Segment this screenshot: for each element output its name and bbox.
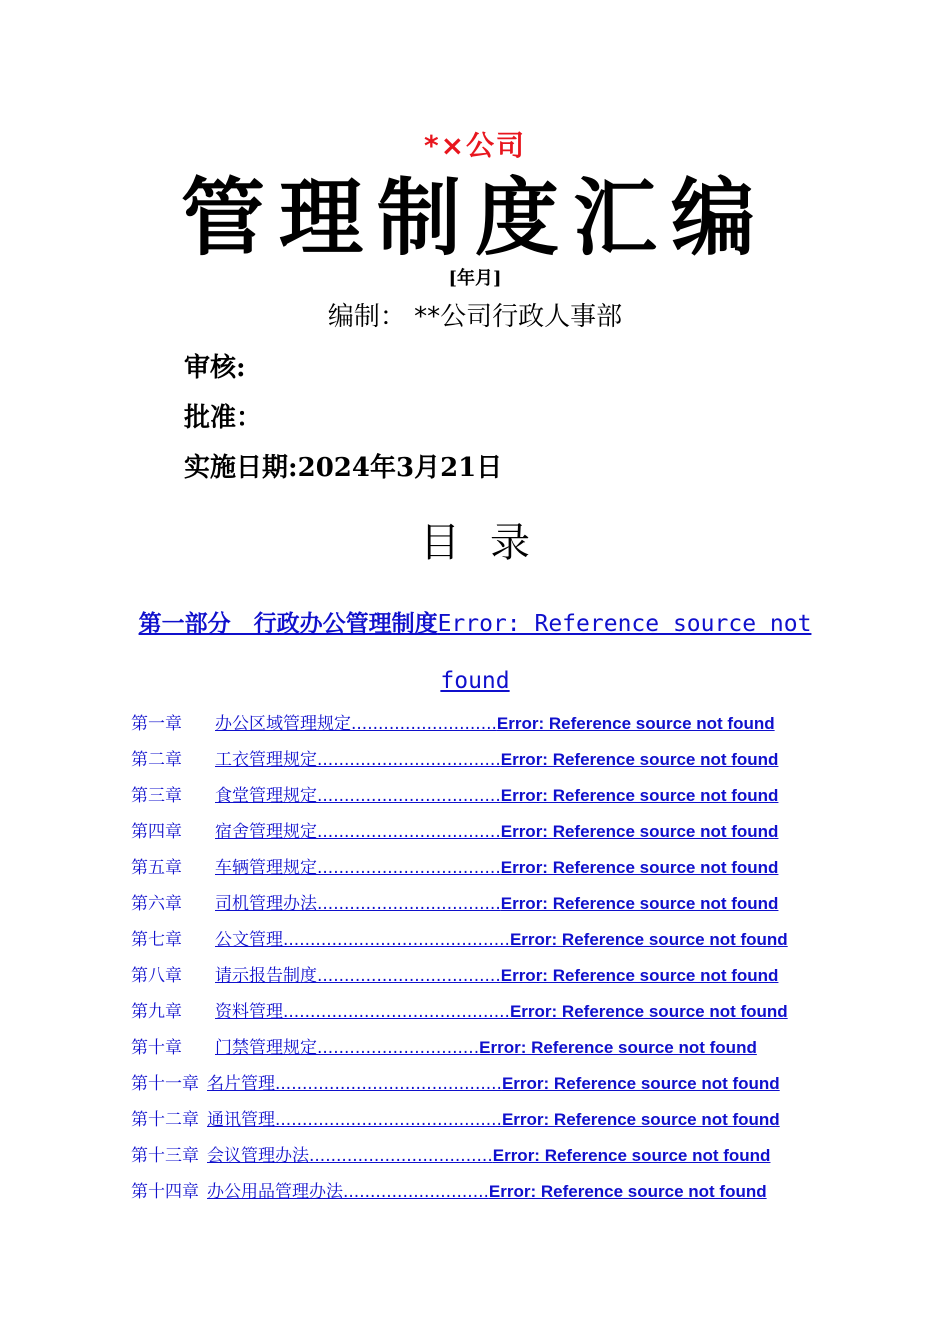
- toc-chapter-row[interactable]: [131, 1102, 831, 1138]
- chapter-leader-dots: ..................................: [309, 1146, 493, 1166]
- toc-title: 目录: [420, 520, 560, 566]
- chapter-leader-dots: ...........................: [351, 714, 497, 734]
- year-month-placeholder: [年月]: [448, 268, 502, 289]
- toc-chapter-link[interactable]: [131, 786, 778, 806]
- chapter-number: 第十一章: [131, 1074, 199, 1094]
- toc-chapter-link[interactable]: [131, 822, 778, 842]
- chapter-leader-dots: ...........................: [343, 1182, 489, 1202]
- toc-chapter-row[interactable]: [131, 850, 831, 886]
- chapter-leader-dots: ..................................: [317, 750, 501, 770]
- toc-chapter-list: [131, 706, 831, 1210]
- toc-chapter-row[interactable]: [131, 958, 831, 994]
- toc-chapter-row[interactable]: [131, 1138, 831, 1174]
- chapter-title: 资料管理: [215, 1002, 283, 1022]
- chapter-leader-dots: ..............................: [317, 1038, 480, 1058]
- toc-chapter-row[interactable]: [131, 922, 831, 958]
- chapter-page-ref-error: Error: Reference source not found: [488, 1182, 767, 1201]
- chapter-title: 办公区域管理规定: [215, 714, 351, 734]
- effective-date: 2024年3月21日: [297, 453, 503, 483]
- chapter-leader-dots: ..........................................: [283, 1002, 510, 1022]
- chapter-number: 第八章: [131, 966, 182, 986]
- toc-chapter-link[interactable]: [131, 858, 778, 878]
- toc-chapter-link[interactable]: [131, 1074, 780, 1094]
- chapter-number: 第十三章: [131, 1146, 199, 1166]
- chapter-leader-dots: ..................................: [317, 966, 501, 986]
- toc-chapter-link[interactable]: [131, 1182, 767, 1202]
- toc-chapter-link[interactable]: [131, 966, 778, 986]
- effective-label: 实施日期:: [184, 453, 298, 483]
- compiler-line: [0, 298, 950, 336]
- toc-chapter-link[interactable]: [131, 1146, 770, 1166]
- toc-chapter-link[interactable]: [131, 714, 775, 734]
- chapter-leader-dots: ..................................: [317, 822, 501, 842]
- chapter-number: 第六章: [131, 894, 182, 914]
- chapter-number: 第十二章: [131, 1110, 199, 1130]
- chapter-page-ref-error: Error: Reference source not found: [509, 1002, 788, 1021]
- compiler-value: **公司行政人事部: [414, 302, 623, 332]
- toc-chapter-link[interactable]: [131, 894, 778, 914]
- toc-chapter-row[interactable]: [131, 1066, 831, 1102]
- chapter-title: 司机管理办法: [215, 894, 317, 914]
- part-error[interactable]: Error: Reference source not found: [437, 611, 812, 694]
- company-name: *×公司: [423, 129, 527, 162]
- document-title: 管理制度汇编: [180, 168, 769, 267]
- toc-part-link[interactable]: [130, 596, 820, 710]
- chapter-title: 车辆管理规定: [215, 858, 317, 878]
- chapter-leader-dots: ..................................: [317, 894, 501, 914]
- toc-chapter-row[interactable]: [131, 994, 831, 1030]
- toc-chapter-row[interactable]: [131, 742, 831, 778]
- chapter-leader-dots: ..................................: [317, 786, 501, 806]
- chapter-page-ref-error: Error: Reference source not found: [500, 750, 779, 769]
- approve-label: 批准：: [184, 403, 263, 433]
- chapter-leader-dots: ..........................................: [283, 930, 510, 950]
- chapter-title: 宿舍管理规定: [215, 822, 317, 842]
- toc-chapter-link[interactable]: [131, 750, 778, 770]
- toc-chapter-row[interactable]: [131, 1030, 831, 1066]
- toc-chapter-row[interactable]: [131, 886, 831, 922]
- review-line: [184, 350, 246, 386]
- chapter-page-ref-error: Error: Reference source not found: [500, 966, 779, 985]
- toc-chapter-link[interactable]: [131, 1002, 788, 1022]
- review-label: 审核:: [184, 353, 246, 383]
- chapter-number: 第十四章: [131, 1182, 199, 1202]
- approve-line: [184, 400, 262, 436]
- toc-chapter-row[interactable]: [131, 814, 831, 850]
- chapter-page-ref-error: Error: Reference source not found: [500, 786, 779, 805]
- chapter-page-ref-error: Error: Reference source not found: [501, 1074, 780, 1093]
- chapter-number: 第七章: [131, 930, 182, 950]
- chapter-leader-dots: ..........................................: [275, 1110, 502, 1130]
- chapter-page-ref-error: Error: Reference source not found: [496, 714, 775, 733]
- chapter-title: 公文管理: [215, 930, 283, 950]
- compiler-label: 编制：: [327, 302, 406, 332]
- chapter-page-ref-error: Error: Reference source not found: [500, 822, 779, 841]
- chapter-page-ref-error: Error: Reference source not found: [479, 1038, 757, 1057]
- chapter-page-ref-error: Error: Reference source not found: [501, 1110, 780, 1129]
- toc-chapter-row[interactable]: [131, 778, 831, 814]
- chapter-page-ref-error: Error: Reference source not found: [500, 858, 779, 877]
- chapter-number: 第九章: [131, 1002, 182, 1022]
- chapter-number: 第五章: [131, 858, 182, 878]
- chapter-title: 工衣管理规定: [215, 750, 317, 770]
- chapter-title: 会议管理办法: [207, 1146, 309, 1166]
- chapter-leader-dots: ..................................: [317, 858, 501, 878]
- chapter-title: 请示报告制度: [215, 966, 317, 986]
- chapter-title: 通讯管理: [207, 1110, 275, 1130]
- chapter-number: 第四章: [131, 822, 182, 842]
- part-label[interactable]: 第一部分 行政办公管理制度: [138, 611, 438, 637]
- chapter-page-ref-error: Error: Reference source not found: [500, 894, 779, 913]
- chapter-page-ref-error: Error: Reference source not found: [492, 1146, 771, 1165]
- chapter-number: 第一章: [131, 714, 182, 734]
- effective-date-line: [184, 450, 502, 486]
- toc-chapter-link[interactable]: [131, 930, 788, 950]
- chapter-title: 办公用品管理办法: [207, 1182, 343, 1202]
- chapter-title: 门禁管理规定: [215, 1038, 317, 1058]
- chapter-title: 食堂管理规定: [215, 786, 317, 806]
- chapter-number: 第十章: [131, 1038, 182, 1058]
- toc-chapter-row[interactable]: [131, 1174, 831, 1210]
- chapter-title: 名片管理: [207, 1074, 275, 1094]
- chapter-number: 第二章: [131, 750, 182, 770]
- chapter-number: 第三章: [131, 786, 182, 806]
- chapter-page-ref-error: Error: Reference source not found: [509, 930, 788, 949]
- chapter-leader-dots: ..........................................: [275, 1074, 502, 1094]
- toc-chapter-row[interactable]: [131, 706, 831, 742]
- toc-chapter-link[interactable]: [131, 1110, 780, 1130]
- toc-chapter-link[interactable]: [131, 1038, 757, 1058]
